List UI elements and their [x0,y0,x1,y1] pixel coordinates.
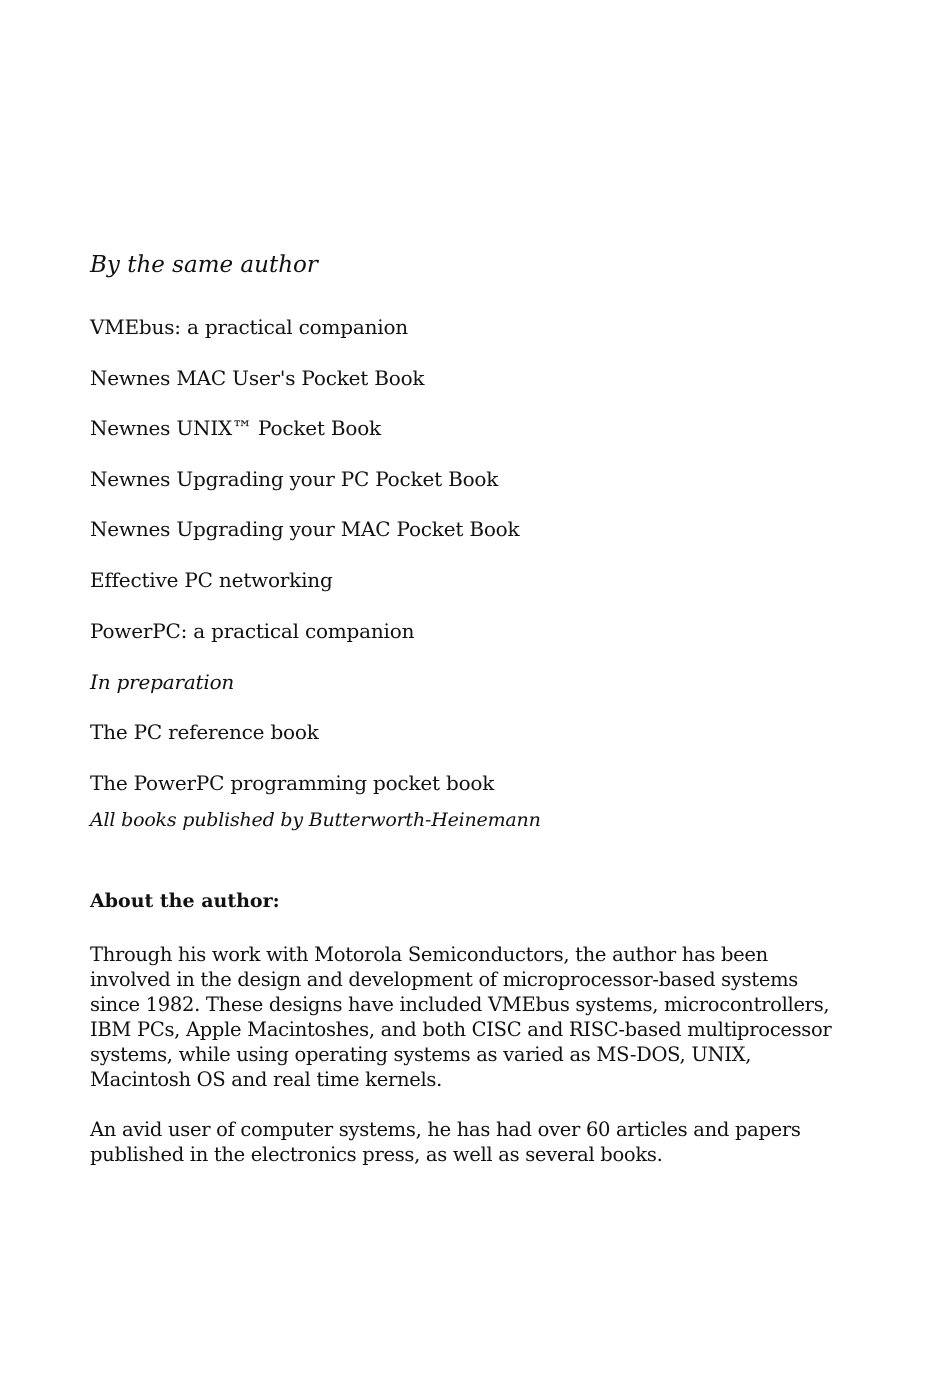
upcoming-book-title: The PowerPC programming pocket book [90,771,495,795]
about-paragraph-line: since 1982. These designs have included VMEbus systems, microcontrollers, [90,993,830,1016]
in-preparation-heading: In preparation [90,670,235,694]
book-title: Newnes Upgrading your MAC Pocket Book [90,517,520,541]
about-paragraph-line: systems, while using operating systems as varied as MS-DOS, UNIX, [90,1043,752,1066]
about-paragraph-line: An avid user of computer systems, he has had over 60 articles and papers [90,1118,801,1141]
same-author-heading: By the same author [90,252,318,278]
publisher-note: All books published by Butterworth-Heinemann [90,809,541,831]
book-title: Newnes Upgrading your PC Pocket Book [90,467,499,491]
about-author-title: About the author: [90,890,280,912]
upcoming-book-title: The PC reference book [90,720,319,744]
about-paragraph-line: Through his work with Motorola Semiconductors, the author has been [90,943,768,966]
about-paragraph-line: Macintosh OS and real time kernels. [90,1068,443,1091]
about-paragraph-line: published in the electronics press, as well as several books. [90,1143,663,1166]
book-title: Newnes UNIX™ Pocket Book [90,416,381,440]
book-title: Effective PC networking [90,568,333,592]
book-title: VMEbus: a practical companion [90,315,408,339]
book-title: PowerPC: a practical companion [90,619,415,643]
about-paragraph-line: IBM PCs, Apple Macintoshes, and both CISC and RISC-based multiprocessor [90,1018,832,1041]
book-title: Newnes MAC User's Pocket Book [90,366,425,390]
about-paragraph-line: involved in the design and development of microprocessor-based systems [90,968,798,991]
